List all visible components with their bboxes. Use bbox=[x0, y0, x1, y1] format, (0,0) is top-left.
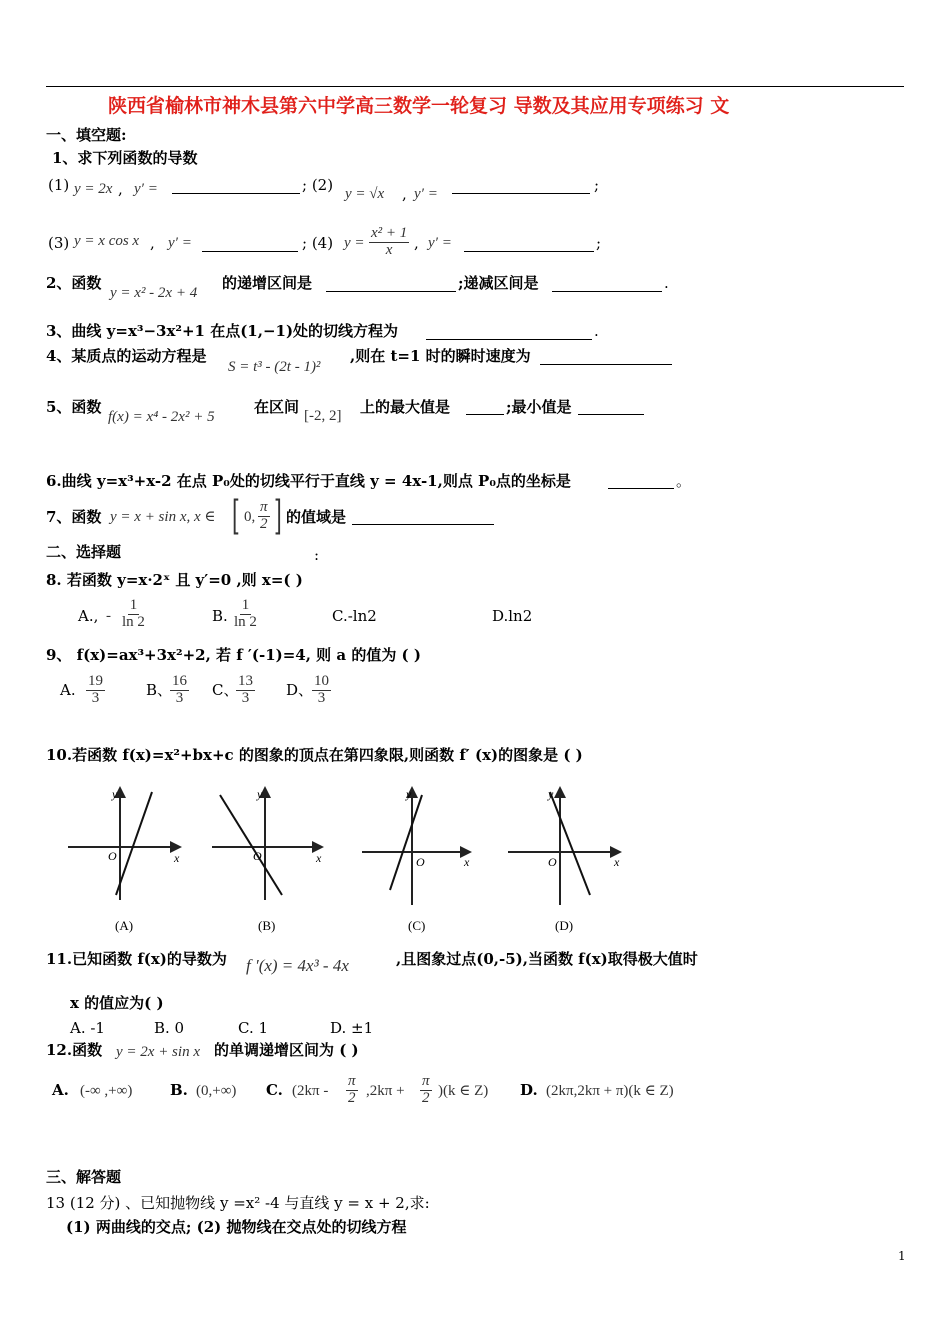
q12-d-label: D. bbox=[520, 1081, 538, 1099]
q9-b-den: 3 bbox=[175, 689, 184, 706]
section-heading-fill: 一、填空题: bbox=[46, 126, 127, 144]
graph-d-origin: O bbox=[548, 855, 557, 869]
q9-d-label: D、 bbox=[286, 681, 314, 699]
graph-b-y-label: y bbox=[257, 787, 263, 801]
answer-blank[interactable] bbox=[326, 291, 456, 292]
q1-sep1: ; bbox=[594, 176, 600, 194]
q5-mid: 在区间 bbox=[254, 398, 300, 416]
q10-stem: 10.若函数 f(x)=x²+bx+c 的图象的顶点在第四象限,则函数 f′ (x)的图象是 ( ) bbox=[46, 746, 583, 764]
graph-b-origin: O bbox=[253, 849, 262, 863]
q8-a-label: A., bbox=[78, 607, 99, 625]
q11-option-d: D. ±1 bbox=[330, 1019, 374, 1037]
q11-option-b: B. 0 bbox=[154, 1019, 185, 1037]
q1-p2-expr: y = √x bbox=[345, 186, 385, 202]
graph-a-caption: (A) bbox=[115, 918, 134, 933]
q7-text: 的值域是 bbox=[286, 508, 347, 526]
q11-stem-a: 11.已知函数 f(x)的导数为 bbox=[46, 950, 227, 968]
q1-p3-expr: y = x cos x bbox=[74, 233, 140, 249]
q9-c-label: C、 bbox=[212, 681, 239, 699]
q12-c-post: )(k ∈ Z) bbox=[438, 1083, 489, 1099]
answer-blank[interactable] bbox=[552, 291, 662, 292]
q7-two: 2 bbox=[260, 515, 268, 532]
q2-mid: 的递增区间是 bbox=[222, 274, 313, 292]
answer-blank[interactable] bbox=[172, 193, 300, 194]
q1-sep3: ; (4) bbox=[302, 234, 334, 252]
q13-parts: (1) 两曲线的交点; (2) 抛物线在交点处的切线方程 bbox=[66, 1218, 407, 1236]
q12-expr: y = 2x + sin x bbox=[116, 1044, 200, 1060]
q3-text: 3、曲线 y=x³−3x²+1 在点(1,−1)处的切线方程为 bbox=[46, 322, 399, 340]
q1-sep2: ; (2) bbox=[302, 176, 334, 194]
graph-a-y-label: y bbox=[112, 787, 118, 801]
q9-a-num: 19 bbox=[88, 673, 103, 689]
q4-expr: S = t³ - (2t - 1)² bbox=[228, 359, 321, 375]
q3-end: . bbox=[594, 322, 599, 340]
header-rule bbox=[46, 86, 904, 87]
q8-b-num: 1 bbox=[241, 597, 250, 613]
graph-a-x-label: x bbox=[174, 851, 180, 865]
q1-p4-lhs: y = bbox=[344, 235, 365, 251]
graph-d[interactable] bbox=[508, 787, 620, 933]
graph-c[interactable] bbox=[362, 787, 470, 933]
q4-num: 4、某质点的运动方程是 bbox=[46, 347, 207, 365]
q9-c-den: 3 bbox=[241, 689, 250, 706]
graph-b-caption: (B) bbox=[258, 918, 276, 933]
q9-c-num: 13 bbox=[238, 673, 253, 689]
q1-p1-deriv: y′ = bbox=[134, 181, 158, 197]
q6-end: 。 bbox=[676, 472, 692, 490]
q12-c-pre: (2kπ - bbox=[292, 1083, 329, 1099]
q9-b-num: 16 bbox=[172, 673, 187, 689]
q13-stem: 13 (12 分) 、已知抛物线 y =x² -4 与直线 y = x + 2,求: bbox=[46, 1194, 430, 1212]
q2-num: 2、函数 bbox=[46, 274, 102, 292]
q8-d: D.ln2 bbox=[492, 607, 533, 625]
q9-stem: 9、 f(x)=ax³+3x²+2, 若 f ′(-1)=4, 则 a 的值为 ( ) bbox=[46, 646, 421, 664]
page-number: 1 bbox=[898, 1249, 906, 1263]
q2-end: . bbox=[664, 274, 669, 292]
q12-c-label: C. bbox=[266, 1081, 283, 1099]
q7-pi: π bbox=[260, 499, 268, 515]
q12-c-pi2: π bbox=[422, 1073, 430, 1089]
answer-blank[interactable] bbox=[352, 524, 494, 525]
answer-blank[interactable] bbox=[578, 414, 644, 415]
page-title: 陕西省榆林市神木县第六中学高三数学一轮复习 导数及其应用专项练习 文 bbox=[108, 95, 730, 117]
q12-c-two2: 2 bbox=[422, 1089, 430, 1106]
q1-p1-label: (1) bbox=[48, 176, 70, 194]
q8-b-label: B. bbox=[212, 607, 228, 625]
q6-text: 6.曲线 y=x³+x-2 在点 P₀处的切线平行于直线 y = 4x-1,则点 P₀点的坐标是 bbox=[46, 472, 571, 490]
answer-blank[interactable] bbox=[426, 339, 592, 340]
graph-c-origin: O bbox=[416, 855, 425, 869]
graph-c-y-label: y bbox=[406, 787, 412, 801]
graph-b-x-label: x bbox=[316, 851, 322, 865]
q10-graphs bbox=[60, 780, 640, 940]
graph-c-x-label: x bbox=[464, 855, 470, 869]
q9-b-label: B、 bbox=[146, 681, 173, 699]
q5-num: 5、函数 bbox=[46, 398, 102, 416]
q11-stem-b: ,且图象过点(0,-5),当函数 f(x)取得极大值时 bbox=[396, 950, 698, 968]
q8-a-sign: - bbox=[106, 608, 111, 624]
q8-a-num: 1 bbox=[129, 597, 138, 613]
q5-interval: [-2, 2] bbox=[304, 408, 342, 424]
answer-blank[interactable] bbox=[202, 251, 298, 252]
q8-a-den: ln 2 bbox=[122, 613, 145, 630]
q9-a-label: A. bbox=[60, 681, 76, 699]
q1-stem: 1、求下列函数的导数 bbox=[52, 149, 198, 167]
q2-mid2: ;递减区间是 bbox=[458, 274, 539, 292]
q12-c-mid: ,2kπ + bbox=[366, 1083, 405, 1099]
q8-stem: 8. 若函数 y=x·2ˣ 且 y′=0 ,则 x=( ) bbox=[46, 571, 303, 589]
answer-blank[interactable] bbox=[540, 364, 672, 365]
q2-expr: y = x² - 2x + 4 bbox=[110, 285, 198, 301]
graph-d-x-label: x bbox=[614, 855, 620, 869]
q1-p3-deriv: y′ = bbox=[168, 235, 192, 251]
q1-p3-label: (3) bbox=[48, 234, 70, 252]
q9-d-den: 3 bbox=[317, 689, 326, 706]
graph-d-y-label: y bbox=[548, 787, 554, 801]
q12-b-label: B. bbox=[170, 1081, 188, 1099]
graph-a-origin: O bbox=[108, 849, 117, 863]
q11-stem-c: x 的值应为( ) bbox=[70, 994, 164, 1012]
q5-text: 上的最大值是 bbox=[360, 398, 451, 416]
q12-a-text: (-∞ ,+∞) bbox=[80, 1083, 133, 1099]
graph-b[interactable] bbox=[212, 787, 322, 933]
q9-a-den: 3 bbox=[91, 689, 100, 706]
q11-option-a: A. -1 bbox=[70, 1019, 105, 1037]
answer-blank[interactable] bbox=[464, 251, 594, 252]
q8-b-den: ln 2 bbox=[234, 613, 257, 630]
q12-a-label: A. bbox=[52, 1081, 69, 1099]
answer-blank[interactable] bbox=[466, 414, 504, 415]
section-heading-solve: 三、解答题 bbox=[46, 1168, 122, 1186]
graph-c-caption: (C) bbox=[408, 918, 426, 933]
q12-c-two1: 2 bbox=[348, 1089, 356, 1106]
q7-interval-left: 0, bbox=[244, 509, 256, 525]
q11-option-c: C. 1 bbox=[238, 1019, 269, 1037]
graph-d-caption: (D) bbox=[555, 918, 574, 933]
q4-text: ,则在 t=1 时的瞬时速度为 bbox=[350, 347, 531, 365]
q8-c: C.-ln2 bbox=[332, 607, 377, 625]
q1-p2-deriv: y′ = bbox=[414, 186, 438, 202]
answer-blank[interactable] bbox=[608, 488, 674, 489]
graph-a[interactable] bbox=[68, 787, 180, 933]
q5-text2: ;最小值是 bbox=[506, 398, 572, 416]
q12-b-text: (0,+∞) bbox=[196, 1083, 237, 1099]
answer-blank[interactable] bbox=[452, 193, 590, 194]
q9-d-num: 10 bbox=[314, 673, 329, 689]
q1-p4-den: x bbox=[385, 241, 393, 258]
q5-expr: f(x) = x⁴ - 2x² + 5 bbox=[108, 409, 215, 425]
stray-colon: : bbox=[314, 546, 320, 564]
q12-d-text: (2kπ,2kπ + π)(k ∈ Z) bbox=[546, 1083, 674, 1099]
q7-expr: y = x + sin x, x ∈ bbox=[110, 509, 216, 525]
q1-p1-expr: y = 2x bbox=[74, 181, 113, 197]
q12-stem-b: 的单调递增区间为 ( ) bbox=[214, 1041, 359, 1059]
q7-num: 7、函数 bbox=[46, 508, 102, 526]
q11-expr: f ′(x) = 4x³ - 4x bbox=[246, 956, 349, 975]
q12-c-pi1: π bbox=[348, 1073, 356, 1089]
section-heading-choice: 二、选择题 bbox=[46, 543, 122, 561]
q12-stem-a: 12.函数 bbox=[46, 1041, 103, 1059]
q1-p4-num: x² + 1 bbox=[371, 225, 408, 241]
q1-sep1b: ; bbox=[596, 234, 602, 252]
q1-p4-deriv: y′ = bbox=[428, 235, 452, 251]
